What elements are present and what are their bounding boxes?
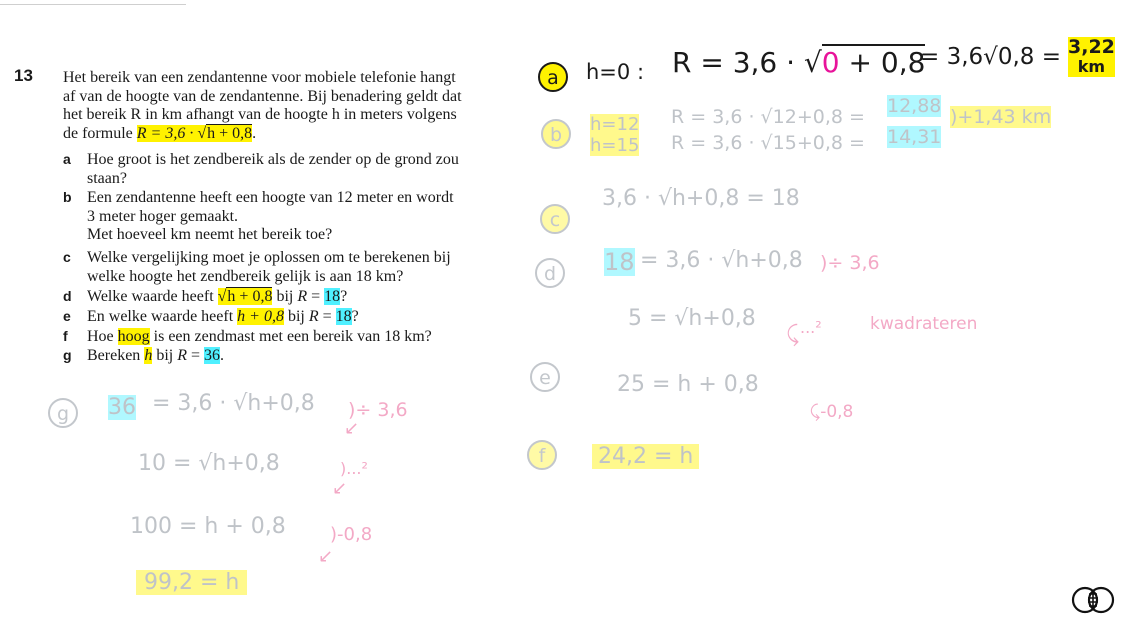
- answer-g-marker: g: [48, 398, 78, 428]
- intro-formula-line: de formule R = 3,6 · √h + 0,8.: [63, 124, 257, 142]
- answer-a-marker: a: [538, 62, 568, 92]
- question-intro: [63, 69, 523, 143]
- answer-g-l1-right: = 3,6 · √h+0,8: [152, 391, 315, 416]
- question-number: 13: [14, 66, 33, 85]
- subquestion-a: a Hoe groot is het zendbereik als de zender op de grond zou staan?: [63, 151, 459, 187]
- subquestion-f: f Hoe hoog is een zendmast met een bereik van 18 km?: [63, 328, 432, 345]
- answer-f-equation: 24,2 = h: [592, 444, 699, 469]
- answer-e-equation: 25 = h + 0,8: [617, 372, 759, 397]
- arrow-icon: ↙: [318, 546, 334, 567]
- answer-d-left: 18: [604, 248, 635, 276]
- answer-d-operation: )÷ 3,6: [820, 252, 880, 274]
- subquestion-b: b Een zendantenne heeft een hoogte van 12 meter en wordt 3 meter hoger gemaakt. Met hoeveel km neemt het bereik toe?: [63, 189, 454, 243]
- answer-b-difference: )+1,43 km: [950, 106, 1052, 128]
- answer-g-op2: )...²: [340, 459, 368, 478]
- subquestion-d: d Welke waarde heeft √h + 0,8 bij R = 18?: [63, 288, 348, 305]
- intro-line: Het bereik van een zendantenne voor mobiele telefonie hangt: [63, 69, 456, 86]
- arrow-icon: ⤹: [786, 322, 800, 347]
- answer-b-eq1: R = 3,6 · √12+0,8 =: [671, 106, 865, 128]
- subquestion-c: c Welke vergelijking moet je oplossen om te berekenen bij welke hoogte het zendbereik gelijk is aan 18 km?: [63, 249, 451, 285]
- answer-d-step2: 5 = √h+0,8: [628, 306, 756, 331]
- brain-logo-icon[interactable]: [1071, 585, 1115, 615]
- arrow-icon: ↙: [344, 418, 360, 439]
- answer-a-result: = 3,6√0,8 =: [920, 44, 1061, 70]
- top-divider: [0, 4, 186, 5]
- answer-b-eq2: R = 3,6 · √15+0,8 =: [671, 132, 865, 154]
- answer-a-final: 3,22 km: [1068, 36, 1115, 76]
- answer-g-l2: 10 = √h+0,8: [138, 451, 280, 476]
- answer-e-marker: e: [530, 362, 560, 392]
- answer-d-marker: d: [535, 258, 565, 288]
- answer-b-res2: 14,31: [887, 126, 942, 148]
- answer-a-condition: h=0 :: [586, 60, 645, 84]
- answer-c-equation: 3,6 · √h+0,8 = 18: [602, 186, 800, 211]
- answer-d-note: kwadrateren: [870, 314, 978, 334]
- answer-f-marker: f: [527, 440, 557, 470]
- answer-e-operation: ⤹-0,8: [810, 402, 854, 422]
- answer-b-marker: b: [541, 119, 571, 149]
- answer-d-square: ...²: [800, 318, 822, 337]
- subquestion-g: g Bereken h bij R = 36.: [63, 347, 225, 364]
- answer-g-l3: 100 = h + 0,8: [130, 514, 286, 539]
- answer-c-marker: c: [540, 204, 570, 234]
- formula-highlight: R = 3,6 · √h + 0,8: [136, 124, 253, 142]
- intro-line: af van de hoogte van de zendantenne. Bij benadering geldt dat: [63, 87, 462, 105]
- answer-d-right: = 3,6 · √h+0,8: [640, 248, 803, 273]
- answer-g-op1: )÷ 3,6: [348, 399, 408, 421]
- answer-a-equation: R = 3,6 · √0 + 0,8: [672, 46, 926, 79]
- intro-line: het bereik R in km afhangt van de hoogte h in meters volgens: [63, 106, 457, 123]
- answer-g-l4: 99,2 = h: [136, 570, 247, 595]
- answer-g-op3: )-0,8: [330, 524, 373, 545]
- answer-b-heights: h=12 h=15: [590, 114, 640, 156]
- subquestion-e: e En welke waarde heeft h + 0,8 bij R = 18?: [63, 308, 359, 325]
- arrow-icon: ↙: [332, 478, 348, 499]
- answer-b-res1: 12,88: [887, 95, 942, 117]
- answer-g-l1-left: 36: [108, 395, 136, 420]
